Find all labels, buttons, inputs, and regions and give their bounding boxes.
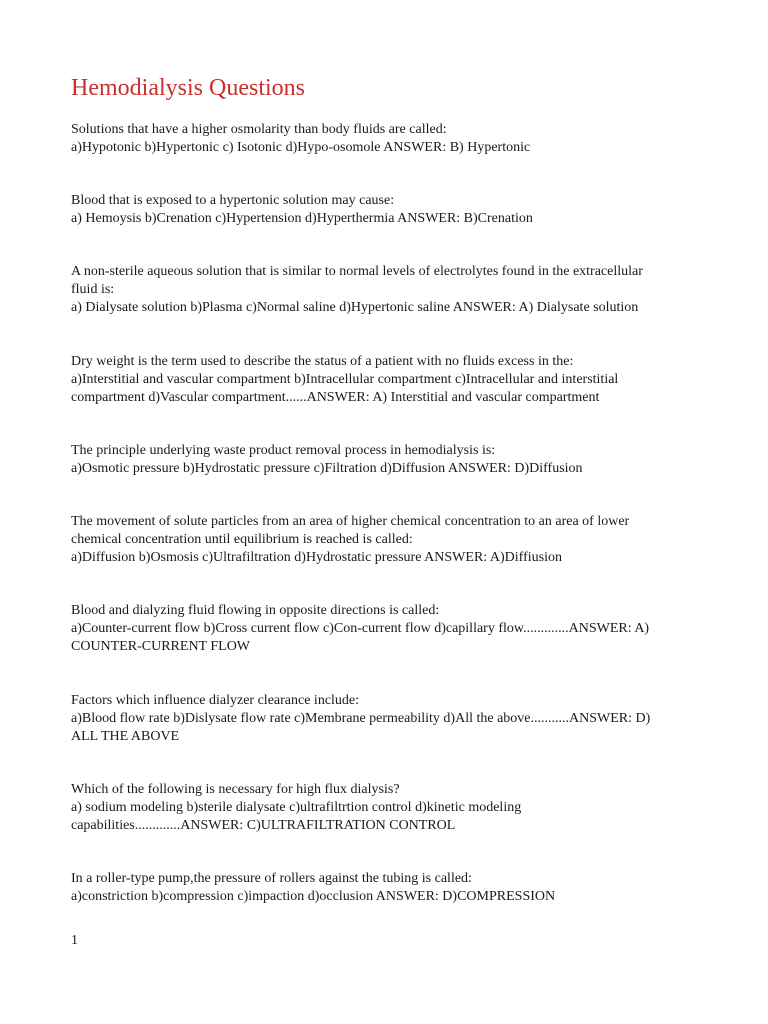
answer-options: a)constriction b)compression c)impaction d)occlusion ANSWER: D)COMPRESSION	[71, 889, 556, 904]
question-text: chemical concentration until equilibrium is reached is called:	[71, 532, 413, 547]
question-9	[71, 781, 711, 835]
answer-options: a)Osmotic pressure b)Hydrostatic pressure c)Filtration d)Diffusion ANSWER: D)Diffusion	[71, 461, 583, 476]
question-text: fluid is:	[71, 282, 115, 297]
page-number: 1	[71, 933, 78, 948]
question-2	[71, 192, 711, 228]
answer-options: a)Hypotonic b)Hypertonic c) Isotonic d)Hypo-osomole ANSWER: B) Hypertonic	[71, 140, 531, 155]
question-text: Blood that is exposed to a hypertonic solution may cause:	[71, 193, 395, 208]
answer-options: a)Interstitial and vascular compartment b)Intracellular compartment c)Intracellular and interstitial	[71, 372, 619, 387]
answer-options: a) sodium modeling b)sterile dialysate c)ultrafiltrtion control d)kinetic modeling	[71, 800, 522, 815]
page-title: Hemodialysis Questions	[71, 75, 305, 101]
question-text: Which of the following is necessary for high flux dialysis?	[71, 782, 400, 797]
question-text: In a roller-type pump,the pressure of rollers against the tubing is called:	[71, 871, 472, 886]
answer-options: compartment d)Vascular compartment......ANSWER: A) Interstitial and vascular compartment	[71, 390, 600, 405]
answer-options: ALL THE ABOVE	[71, 729, 180, 744]
answer-options: a) Hemoysis b)Crenation c)Hypertension d)Hyperthermia ANSWER: B)Crenation	[71, 211, 533, 226]
question-text: Blood and dialyzing fluid flowing in opposite directions is called:	[71, 603, 440, 618]
question-8	[71, 692, 711, 746]
question-text: A non-sterile aqueous solution that is similar to normal levels of electrolytes found in the extracellular	[71, 264, 643, 279]
question-text: Solutions that have a higher osmolarity than body fluids are called:	[71, 122, 447, 137]
answer-options: a)Blood flow rate b)Dislysate flow rate c)Membrane permeability d)All the above...........ANSWER: D)	[71, 711, 651, 726]
answer-options: a) Dialysate solution b)Plasma c)Normal saline d)Hypertonic saline ANSWER: A) Dialysate solution	[71, 300, 639, 315]
question-6	[71, 513, 711, 567]
answer-options: capabilities.............ANSWER: C)ULTRAFILTRATION CONTROL	[71, 818, 456, 833]
question-1	[71, 121, 711, 157]
question-10	[71, 870, 711, 906]
question-text: The principle underlying waste product removal process in hemodialysis is:	[71, 443, 496, 458]
question-4	[71, 353, 711, 407]
question-text: Dry weight is the term used to describe the status of a patient with no fluids excess in the:	[71, 354, 574, 369]
answer-options: COUNTER-CURRENT FLOW	[71, 639, 251, 654]
answer-options: a)Diffusion b)Osmosis c)Ultrafiltration d)Hydrostatic pressure ANSWER: A)Diffiusion	[71, 550, 562, 565]
question-text: Factors which influence dialyzer clearance include:	[71, 693, 360, 708]
question-7	[71, 602, 711, 656]
question-5	[71, 442, 711, 478]
question-3	[71, 263, 711, 317]
answer-options: a)Counter-current flow b)Cross current flow c)Con-current flow d)capillary flow.............ANSWER: A)	[71, 621, 650, 636]
question-text: The movement of solute particles from an area of higher chemical concentration to an area of lower	[71, 514, 630, 529]
